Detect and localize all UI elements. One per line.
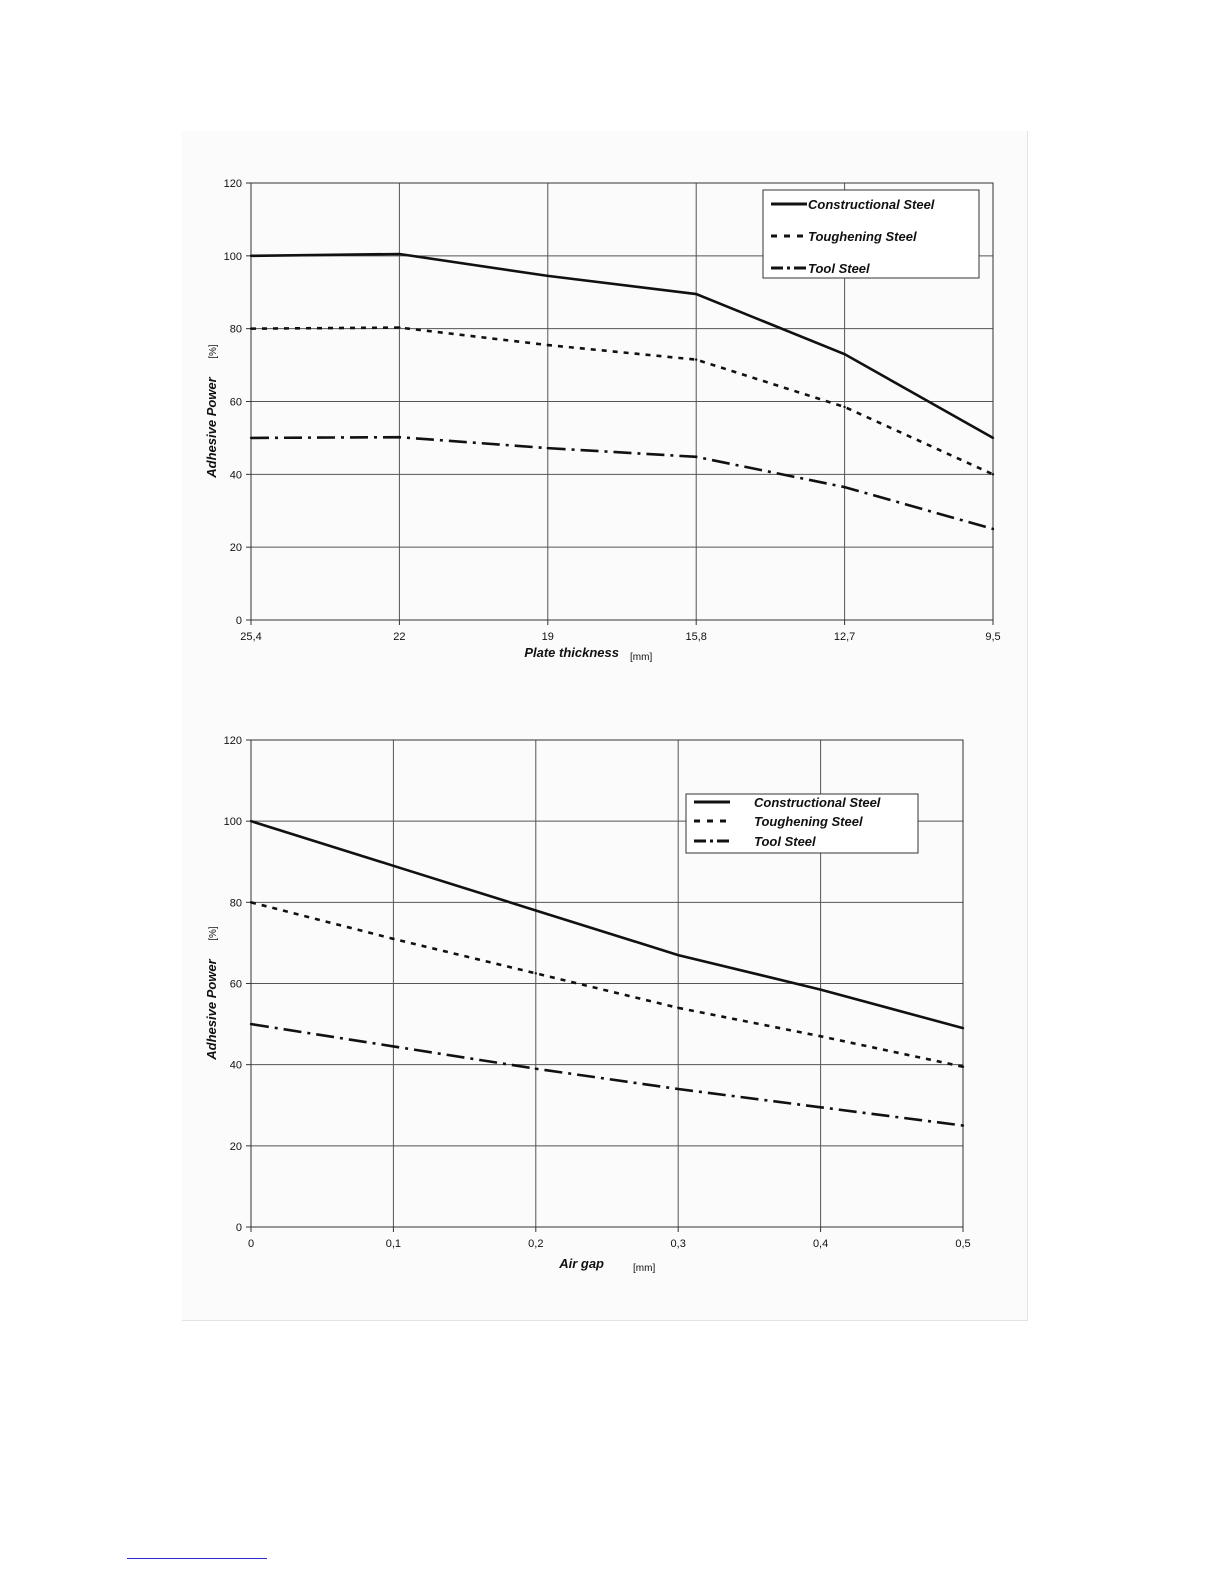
series-line [251, 437, 993, 529]
x-axis-unit: [mm] [633, 1263, 656, 1274]
y-tick-label: 120 [223, 735, 242, 747]
y-tick-label: 100 [223, 816, 242, 829]
x-tick-label: 9,5 [985, 631, 1001, 643]
y-tick-label: 60 [229, 396, 242, 409]
x-tick-label: 0,4 [812, 1238, 829, 1250]
data-point [992, 528, 994, 530]
data-point [250, 820, 252, 822]
data-point [962, 1124, 964, 1126]
y-axis-label: Adhesive Power [204, 377, 219, 478]
x-tick-label: 19 [541, 631, 554, 643]
data-point [250, 255, 252, 257]
data-point [398, 436, 400, 438]
data-point [547, 447, 549, 449]
data-point [843, 486, 845, 488]
data-point [962, 1027, 964, 1029]
x-tick-label: 0 [247, 1238, 255, 1250]
x-tick-label: 0,2 [528, 1238, 544, 1250]
series-line [251, 254, 993, 438]
data-point [535, 909, 537, 911]
y-axis-unit: [%] [208, 926, 219, 941]
y-axis-label: Adhesive Power [204, 959, 219, 1060]
y-tick-label: 120 [223, 178, 242, 190]
data-point [992, 437, 994, 439]
x-axis-unit: [mm] [630, 652, 653, 663]
data-point [677, 1088, 679, 1090]
y-tick-label: 80 [229, 323, 242, 336]
x-tick-label: 0,3 [670, 1238, 686, 1250]
y-tick-label: 100 [223, 250, 242, 263]
data-point [695, 293, 697, 295]
legend-label: Constructional Steel [754, 795, 881, 810]
data-point [843, 406, 845, 408]
x-tick-label: 0,1 [385, 1238, 402, 1250]
x-tick-label: 0,5 [955, 1238, 971, 1250]
y-tick-label: 80 [229, 897, 242, 910]
y-tick-label: 0 [235, 1222, 242, 1234]
chart-1 [204, 178, 1001, 663]
x-axis-label: Plate thickness [524, 645, 619, 660]
x-tick-label: 15,8 [685, 631, 707, 643]
series-line [251, 1024, 963, 1125]
y-axis-unit: [%] [208, 344, 219, 359]
data-point [962, 1065, 964, 1067]
data-point [392, 865, 394, 867]
x-tick-label: 22 [393, 631, 406, 643]
legend-label: Tool Steel [808, 261, 870, 276]
data-point [819, 988, 821, 990]
legend [686, 794, 918, 853]
data-point [819, 1106, 821, 1108]
y-tick-label: 40 [229, 469, 242, 482]
data-point [535, 972, 537, 974]
data-point [547, 344, 549, 346]
data-point [250, 901, 252, 903]
data-point [250, 1023, 252, 1025]
data-point [392, 938, 394, 940]
data-point [843, 353, 845, 355]
data-point [547, 275, 549, 277]
y-tick-label: 20 [229, 542, 242, 555]
data-point [992, 473, 994, 475]
data-point [695, 456, 697, 458]
y-tick-label: 20 [229, 1140, 242, 1153]
legend-label: Tool Steel [754, 834, 816, 849]
data-point [677, 954, 679, 956]
x-tick-label: 12,7 [833, 631, 856, 643]
legend-label: Toughening Steel [754, 814, 863, 829]
footnote-separator [127, 1558, 267, 1559]
y-tick-label: 40 [229, 1059, 242, 1072]
data-point [819, 1035, 821, 1037]
chart-2 [204, 735, 971, 1274]
x-axis-label: Air gap [559, 1256, 604, 1271]
y-tick-label: 60 [229, 978, 242, 991]
data-point [677, 1007, 679, 1009]
data-point [398, 326, 400, 328]
data-point [535, 1068, 537, 1070]
data-point [250, 327, 252, 329]
data-point [695, 358, 697, 360]
data-point [250, 437, 252, 439]
data-point [392, 1045, 394, 1047]
legend-label: Constructional Steel [808, 197, 935, 212]
legend [763, 190, 979, 278]
data-point [398, 253, 400, 255]
y-tick-label: 0 [235, 615, 242, 627]
x-tick-label: 25,4 [240, 631, 262, 643]
legend-label: Toughening Steel [808, 229, 917, 244]
